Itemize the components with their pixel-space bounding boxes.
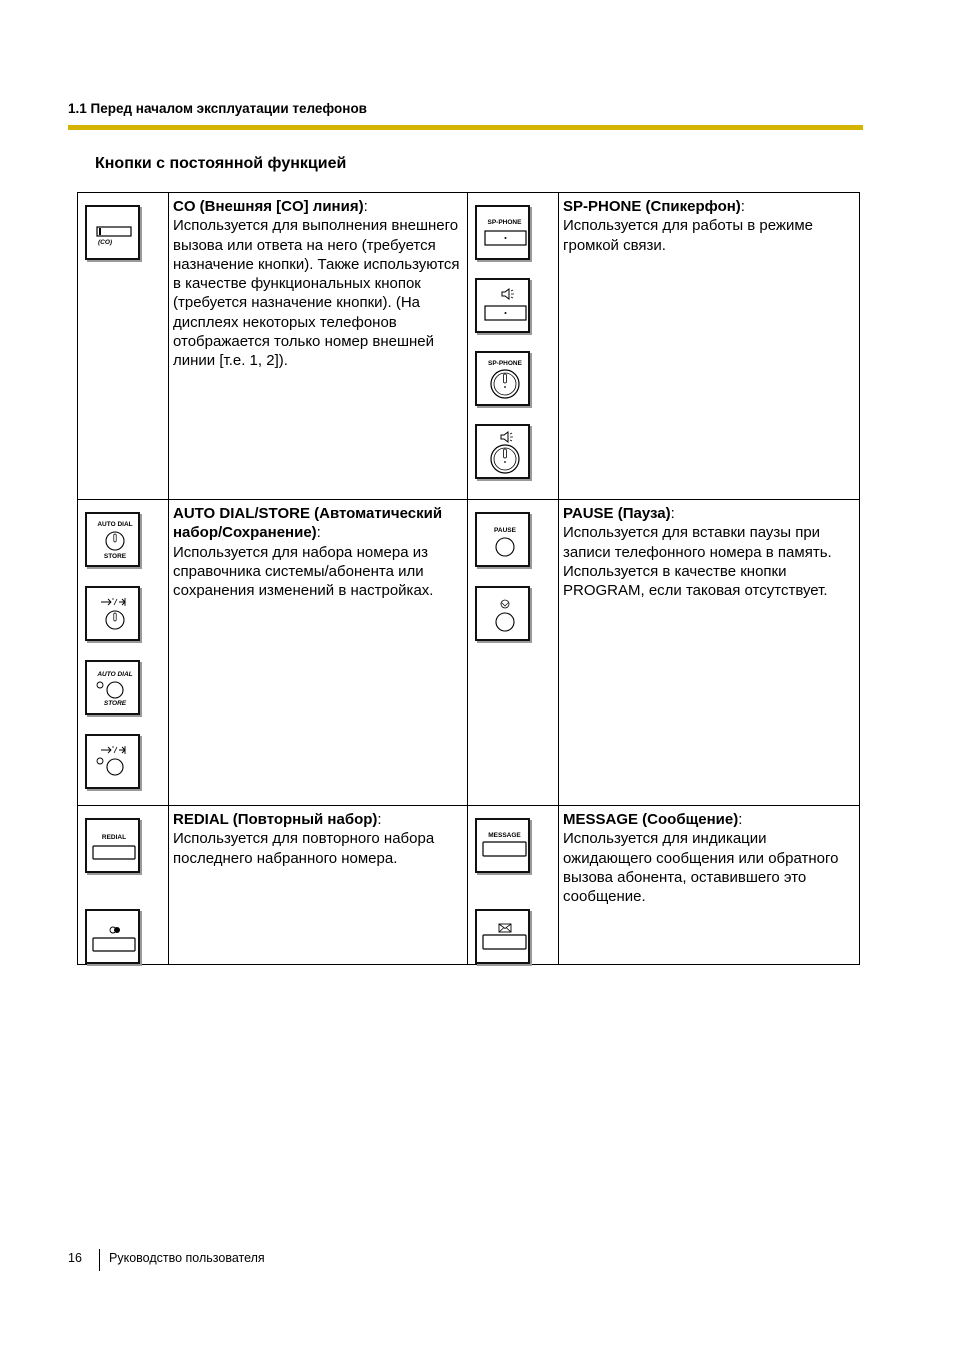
auto-dial-led-icon-label-top: AUTO DIAL [97, 671, 133, 678]
icon-cell [468, 500, 559, 806]
sp-phone-title: SP-PHONE (Спикерфон) [563, 198, 741, 215]
icon-cell [468, 806, 559, 965]
section-title: Кнопки с постоянной функцией [95, 155, 347, 172]
sp-phone-round-button-icon [475, 351, 530, 406]
co-text: Используется для выполнения внешнего вызова или ответа на него (требуется назначение кнопки). Также используются в качестве функциональных кнопок (требуется назначение кнопки). (На дисплеях некоторых телефонов отображается только номер внешней линии [т.е. 1, 2]). [173, 217, 460, 370]
message-button-icon [475, 818, 530, 873]
icon-cell [78, 193, 169, 500]
redial-title: REDIAL (Повторный набор) [173, 811, 378, 828]
header-title: 1.1 Перед началом эксплуатации телефонов [68, 101, 367, 116]
co-icon-label: (CO) [98, 239, 113, 246]
co-button-icon [85, 205, 140, 260]
auto-dial-arrow-led-button-icon [85, 734, 140, 789]
auto-dial-led-icon-label-bottom: STORE [103, 700, 127, 707]
pause-title: PAUSE (Пауза) [563, 505, 671, 522]
co-title: CO (Внешняя [CO] линия) [173, 198, 364, 215]
icon-cell [468, 193, 559, 500]
pause-text: Используется для вставки паузы при записи телефонного номера в память. Используется в качестве кнопки PROGRAM, если таковая отсутствует. [563, 524, 832, 600]
table-row [78, 193, 860, 500]
auto-dial-store-led-button-icon [85, 660, 140, 715]
co-description: CO (Внешняя [CO] линия): Используется для выполнения внешнего вызова или ответа на него (требуется назначение кнопки). Также используются в качестве функциональных кнопок (требуется назначение кнопки). (На дисплеях некоторых телефонов отображается только номер внешней линии [т.е. 1, 2]). [169, 193, 468, 500]
auto-dial-title: AUTO DIAL/STORE (Автоматический набор/Сохранение) [173, 505, 443, 542]
auto-dial-text: Используется для набора номера из справочника системы/абонента или сохранения изменений в настройках. [173, 543, 434, 600]
auto-dial-description: AUTO DIAL/STORE (Автоматический набор/Сохранение): Используется для набора номера из справочника системы/абонента или сохранения изменений в настройках. [169, 500, 468, 806]
message-description: MESSAGE (Сообщение): Используется для индикации ожидающего сообщения или обратного вызова абонента, оставившего это сообщение. [559, 806, 860, 965]
sp-phone-button-icon [475, 205, 530, 260]
icon-cell [78, 500, 169, 806]
table-row [78, 500, 860, 806]
auto-dial-icon-label-top: AUTO DIAL [97, 521, 133, 528]
table-row [78, 806, 860, 965]
sp-phone-text: Используется для работы в режиме громкой связи. [563, 217, 813, 254]
footer-text: Руководство пользователя [109, 1251, 265, 1265]
icon-cell [78, 806, 169, 965]
buttons-table [77, 192, 860, 965]
auto-dial-store-button-icon [85, 512, 140, 567]
pause-program-button-icon [475, 586, 530, 641]
redial-text: Используется для повторного набора последнего набранного номера. [173, 830, 435, 867]
redial-symbol-button-icon [85, 909, 140, 964]
pause-button-icon [475, 512, 530, 567]
auto-dial-icon-label-bottom: STORE [103, 553, 127, 560]
redial-icon-label: REDIAL [101, 834, 127, 841]
message-text: Используется для индикации ожидающего сообщения или обратного вызова абонента, оставившего это сообщение. [563, 830, 839, 906]
auto-dial-arrow-button-icon [85, 586, 140, 641]
header-rule [68, 125, 863, 130]
sp-phone-icon-label: SP-PHONE [487, 219, 522, 226]
message-envelope-button-icon [475, 909, 530, 964]
speaker-button-icon [475, 278, 530, 333]
redial-button-icon [85, 818, 140, 873]
sp-phone-round-icon-label: SP-PHONE [488, 360, 522, 367]
redial-description: REDIAL (Повторный набор): Используется для повторного набора последнего набранного номера. [169, 806, 468, 965]
speaker-round-button-icon [475, 424, 530, 479]
footer-divider [99, 1249, 100, 1271]
sp-phone-description: SP-PHONE (Спикерфон): Используется для работы в режиме громкой связи. [559, 193, 860, 500]
message-icon-label: MESSAGE [488, 832, 521, 839]
pause-description: PAUSE (Пауза): Используется для вставки паузы при записи телефонного номера в память. Используется в качестве кнопки PROGRAM, если таковая отсутствует. [559, 500, 860, 806]
pause-icon-label: PAUSE [494, 527, 516, 534]
message-title: MESSAGE (Сообщение) [563, 811, 739, 828]
page-number: 16 [68, 1251, 82, 1265]
